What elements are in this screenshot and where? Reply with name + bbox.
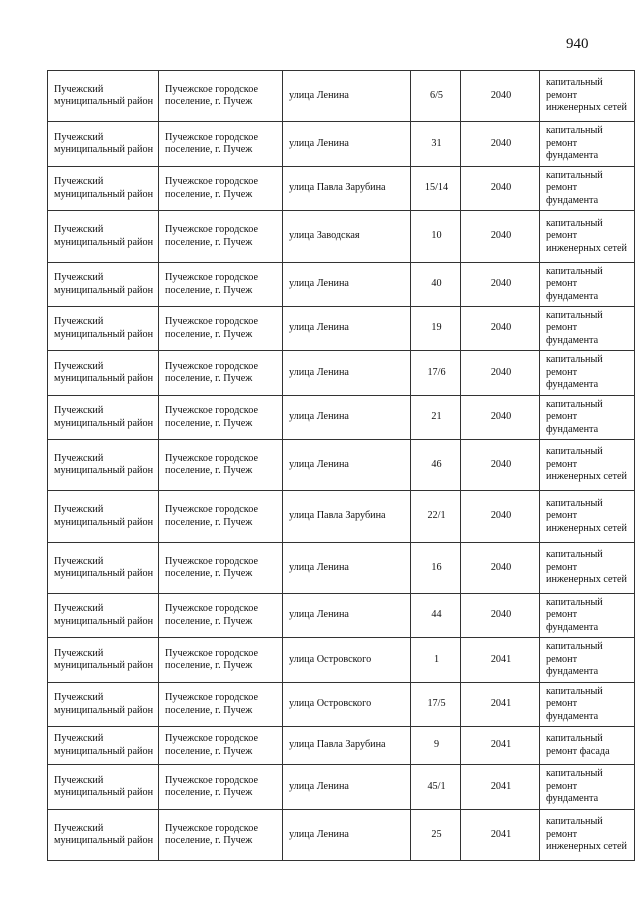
settlement-cell: Пучежское городское поселение, г. Пучеж	[159, 351, 283, 396]
district-cell: Пучежский муниципальный район	[48, 683, 159, 727]
table-row	[48, 211, 635, 263]
year-cell: 2040	[461, 307, 540, 351]
street-cell: улица Ленина	[283, 71, 411, 122]
work-type-cell: капитальный ремонт фундамента	[540, 122, 635, 167]
settlement-cell: Пучежское городское поселение, г. Пучеж	[159, 727, 283, 765]
page-number: 940	[566, 36, 589, 52]
house-number-cell: 21	[411, 396, 461, 440]
year-cell: 2040	[461, 594, 540, 638]
work-type-cell: капитальный ремонт фундамента	[540, 638, 635, 683]
house-number-cell: 25	[411, 810, 461, 861]
district-cell: Пучежский муниципальный район	[48, 263, 159, 307]
year-cell: 2040	[461, 211, 540, 263]
table-row	[48, 638, 635, 683]
settlement-cell: Пучежское городское поселение, г. Пучеж	[159, 765, 283, 810]
house-number-cell: 31	[411, 122, 461, 167]
settlement-cell: Пучежское городское поселение, г. Пучеж	[159, 440, 283, 491]
house-number-cell: 6/5	[411, 71, 461, 122]
street-cell: улица Павла Зарубина	[283, 167, 411, 211]
work-type-cell: капитальный ремонт фундамента	[540, 307, 635, 351]
house-number-cell: 10	[411, 211, 461, 263]
year-cell: 2040	[461, 351, 540, 396]
settlement-cell: Пучежское городское поселение, г. Пучеж	[159, 491, 283, 543]
district-cell: Пучежский муниципальный район	[48, 396, 159, 440]
work-type-cell: капитальный ремонт фасада	[540, 727, 635, 765]
year-cell: 2040	[461, 263, 540, 307]
street-cell: улица Ленина	[283, 307, 411, 351]
table-row	[48, 727, 635, 765]
settlement-cell: Пучежское городское поселение, г. Пучеж	[159, 122, 283, 167]
work-type-cell: капитальный ремонт инженерных сетей	[540, 810, 635, 861]
year-cell: 2041	[461, 683, 540, 727]
street-cell: улица Ленина	[283, 396, 411, 440]
street-cell: улица Ленина	[283, 594, 411, 638]
house-number-cell: 44	[411, 594, 461, 638]
district-cell: Пучежский муниципальный район	[48, 211, 159, 263]
settlement-cell: Пучежское городское поселение, г. Пучеж	[159, 543, 283, 594]
district-cell: Пучежский муниципальный район	[48, 727, 159, 765]
house-number-cell: 46	[411, 440, 461, 491]
house-number-cell: 1	[411, 638, 461, 683]
year-cell: 2041	[461, 810, 540, 861]
year-cell: 2040	[461, 71, 540, 122]
settlement-cell: Пучежское городское поселение, г. Пучеж	[159, 71, 283, 122]
district-cell: Пучежский муниципальный район	[48, 351, 159, 396]
settlement-cell: Пучежское городское поселение, г. Пучеж	[159, 211, 283, 263]
work-type-cell: капитальный ремонт инженерных сетей	[540, 543, 635, 594]
table-row	[48, 440, 635, 491]
year-cell: 2041	[461, 727, 540, 765]
table-row	[48, 263, 635, 307]
district-cell: Пучежский муниципальный район	[48, 491, 159, 543]
street-cell: улица Ленина	[283, 765, 411, 810]
street-cell: улица Ленина	[283, 810, 411, 861]
street-cell: улица Ленина	[283, 440, 411, 491]
house-number-cell: 17/6	[411, 351, 461, 396]
table-body	[48, 71, 635, 861]
table-row	[48, 683, 635, 727]
year-cell: 2040	[461, 440, 540, 491]
district-cell: Пучежский муниципальный район	[48, 765, 159, 810]
table-row	[48, 491, 635, 543]
work-type-cell: капитальный ремонт инженерных сетей	[540, 440, 635, 491]
year-cell: 2040	[461, 491, 540, 543]
settlement-cell: Пучежское городское поселение, г. Пучеж	[159, 638, 283, 683]
district-cell: Пучежский муниципальный район	[48, 543, 159, 594]
year-cell: 2040	[461, 396, 540, 440]
settlement-cell: Пучежское городское поселение, г. Пучеж	[159, 307, 283, 351]
settlement-cell: Пучежское городское поселение, г. Пучеж	[159, 167, 283, 211]
table-row	[48, 543, 635, 594]
year-cell: 2040	[461, 122, 540, 167]
work-type-cell: капитальный ремонт инженерных сетей	[540, 71, 635, 122]
street-cell: улица Ленина	[283, 351, 411, 396]
street-cell: улица Павла Зарубина	[283, 491, 411, 543]
table-row	[48, 122, 635, 167]
street-cell: улица Островского	[283, 683, 411, 727]
table-row	[48, 351, 635, 396]
work-type-cell: капитальный ремонт фундамента	[540, 263, 635, 307]
district-cell: Пучежский муниципальный район	[48, 71, 159, 122]
work-type-cell: капитальный ремонт фундамента	[540, 683, 635, 727]
street-cell: улица Островского	[283, 638, 411, 683]
house-number-cell: 19	[411, 307, 461, 351]
street-cell: улица Ленина	[283, 263, 411, 307]
house-number-cell: 16	[411, 543, 461, 594]
work-type-cell: капитальный ремонт фундамента	[540, 396, 635, 440]
table-row	[48, 396, 635, 440]
table-row	[48, 307, 635, 351]
district-cell: Пучежский муниципальный район	[48, 167, 159, 211]
work-type-cell: капитальный ремонт инженерных сетей	[540, 211, 635, 263]
work-type-cell: капитальный ремонт инженерных сетей	[540, 491, 635, 543]
house-number-cell: 40	[411, 263, 461, 307]
settlement-cell: Пучежское городское поселение, г. Пучеж	[159, 683, 283, 727]
district-cell: Пучежский муниципальный район	[48, 122, 159, 167]
settlement-cell: Пучежское городское поселение, г. Пучеж	[159, 396, 283, 440]
street-cell: улица Заводская	[283, 211, 411, 263]
table-row	[48, 810, 635, 861]
house-number-cell: 22/1	[411, 491, 461, 543]
district-cell: Пучежский муниципальный район	[48, 307, 159, 351]
house-number-cell: 15/14	[411, 167, 461, 211]
district-cell: Пучежский муниципальный район	[48, 594, 159, 638]
street-cell: улица Ленина	[283, 543, 411, 594]
work-type-cell: капитальный ремонт фундамента	[540, 765, 635, 810]
street-cell: улица Павла Зарубина	[283, 727, 411, 765]
year-cell: 2040	[461, 543, 540, 594]
table-row	[48, 594, 635, 638]
district-cell: Пучежский муниципальный район	[48, 810, 159, 861]
work-type-cell: капитальный ремонт фундамента	[540, 594, 635, 638]
settlement-cell: Пучежское городское поселение, г. Пучеж	[159, 263, 283, 307]
year-cell: 2041	[461, 765, 540, 810]
table-row	[48, 765, 635, 810]
work-type-cell: капитальный ремонт фундамента	[540, 351, 635, 396]
settlement-cell: Пучежское городское поселение, г. Пучеж	[159, 810, 283, 861]
district-cell: Пучежский муниципальный район	[48, 440, 159, 491]
district-cell: Пучежский муниципальный район	[48, 638, 159, 683]
year-cell: 2040	[461, 167, 540, 211]
house-number-cell: 17/5	[411, 683, 461, 727]
house-number-cell: 45/1	[411, 765, 461, 810]
house-number-cell: 9	[411, 727, 461, 765]
repair-schedule-table	[47, 70, 635, 861]
work-type-cell: капитальный ремонт фундамента	[540, 167, 635, 211]
street-cell: улица Ленина	[283, 122, 411, 167]
table-row	[48, 71, 635, 122]
table-row	[48, 167, 635, 211]
settlement-cell: Пучежское городское поселение, г. Пучеж	[159, 594, 283, 638]
year-cell: 2041	[461, 638, 540, 683]
